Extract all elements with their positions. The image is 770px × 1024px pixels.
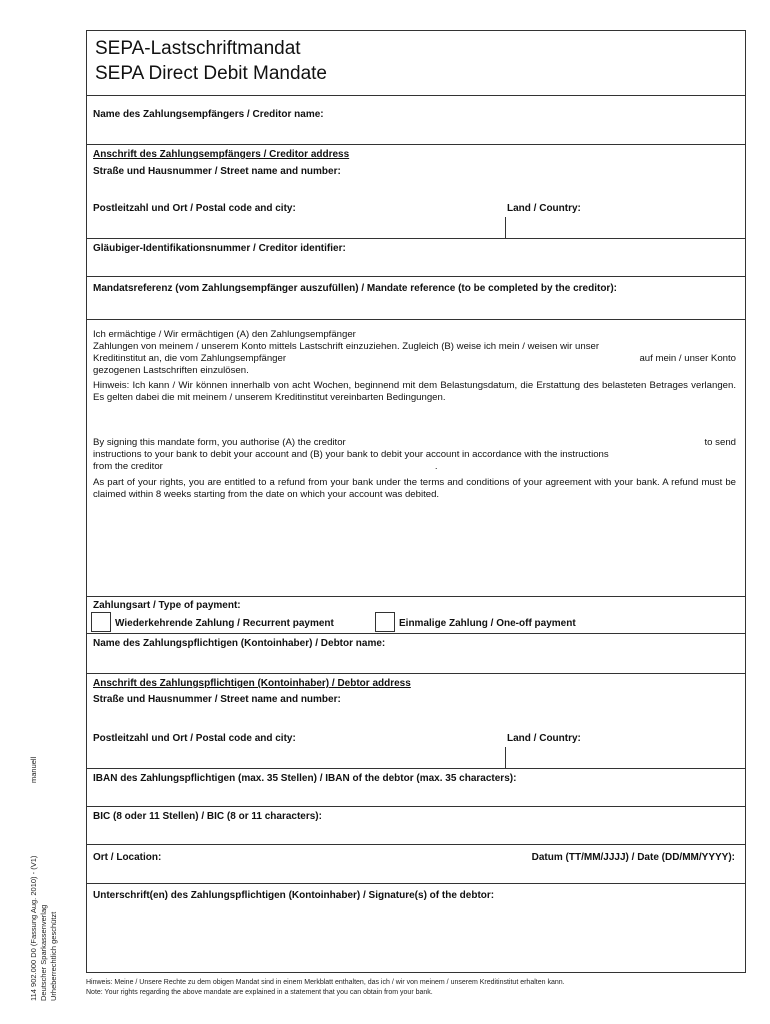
auth-de-note: Hinweis: Ich kann / Wir können innerhalb von acht Wochen, beginnend mit dem Belastungsdatum, die Erstattung des belasteten Betrages verlangen. Es gelten dabei die mit meinem / unserem Kreditinstitut vereinbarten Bedingungen. [93, 380, 736, 403]
title-english: SEPA Direct Debit Mandate [95, 63, 327, 84]
auth-de-line3-start: Kreditinstitut an, die vom Zahlungsempfänger [93, 353, 287, 364]
payment-type-label: Zahlungsart / Type of payment: [93, 600, 241, 611]
creditor-country-label: Land / Country: [507, 203, 581, 214]
copyright-note: Urheberrechtlich geschützt [49, 911, 58, 1001]
creditor-street-label: Straße und Hausnummer / Street name and number: [93, 166, 341, 177]
auth-en-line1 [93, 437, 736, 449]
auth-en-line1-end: to send [704, 437, 736, 448]
auth-en-line2: instructions to your bank to debit your account and (B) your bank to debit your account in accordance with the instructions [93, 449, 609, 460]
auth-en-line1-start: By signing this mandate form, you authorise (A) the creditor [93, 437, 346, 448]
debtor-bic-label: BIC (8 oder 11 Stellen) / BIC (8 or 11 characters): [93, 811, 322, 822]
divider [86, 673, 746, 674]
recurrent-payment-checkbox[interactable] [91, 612, 111, 632]
publisher: Deutscher Sparkassenverlag [39, 904, 48, 1001]
authorization-german [93, 329, 736, 404]
debtor-country-label: Land / Country: [507, 733, 581, 744]
debtor-postal-label: Postleitzahl und Ort / Postal code and city: [93, 733, 296, 744]
creditor-address-heading: Anschrift des Zahlungsempfängers / Creditor address [93, 149, 350, 160]
date-label: Datum (TT/MM/JJJJ) / Date (DD/MM/YYYY): [531, 852, 735, 863]
debtor-street-label: Straße und Hausnummer / Street name and number: [93, 694, 341, 705]
auth-de-line2: Zahlungen von meinem / unserem Konto mittels Lastschrift einzuziehen. Zugleich (B) weise ich mein / weisen wir unser [93, 341, 600, 352]
creditor-postal-label: Postleitzahl und Ort / Postal code and city: [93, 203, 296, 214]
auth-en-line3 [93, 461, 736, 473]
manual-note: manuell [29, 756, 38, 783]
auth-de-line3 [93, 353, 736, 365]
auth-de-line1: Ich ermächtige / Wir ermächtigen (A) den Zahlungsempfänger [93, 329, 356, 340]
divider [86, 319, 746, 320]
signature-label: Unterschrift(en) des Zahlungspflichtigen (Kontoinhaber) / Signature(s) of the debtor: [93, 890, 495, 901]
auth-en-note: As part of your rights, you are entitled to a refund from your bank under the terms and conditions of your agreement with your bank. A refund must be claimed within 8 weeks starting from the date on which your account was debited. [93, 477, 736, 500]
oneoff-payment-checkbox[interactable] [375, 612, 395, 632]
divider [86, 596, 746, 597]
form-frame [86, 96, 746, 973]
divider [86, 276, 746, 277]
auth-en-line3-dot: . [434, 461, 438, 472]
divider [86, 883, 746, 884]
mandate-reference-label: Mandatsreferenz (vom Zahlungsempfänger auszufüllen) / Mandate reference (to be completed by the creditor): [93, 283, 617, 294]
country-separator [505, 747, 506, 768]
auth-de-line3-end: auf mein / unser Konto [639, 353, 736, 364]
divider [86, 844, 746, 845]
debtor-name-label: Name des Zahlungspflichtigen (Kontoinhaber) / Debtor name: [93, 638, 386, 649]
divider [86, 633, 746, 634]
divider [86, 806, 746, 807]
creditor-name-label: Name des Zahlungsempfängers / Creditor name: [93, 109, 324, 120]
recurrent-payment-label: Wiederkehrende Zahlung / Recurrent payment [115, 618, 334, 629]
title-german: SEPA-Lastschriftmandat [95, 38, 301, 59]
debtor-iban-label: IBAN des Zahlungspflichtigen (max. 35 Stellen) / IBAN of the debtor (max. 35 characters): [93, 773, 517, 784]
footer-note-german: Hinweis: Meine / Unsere Rechte zu dem obigen Mandat sind in einem Merkblatt enthalten, das ich / wir von meinem / unserem Kreditinstitut erhalten kann. [86, 979, 565, 986]
authorization-english [93, 437, 736, 501]
location-label: Ort / Location: [93, 852, 162, 863]
debtor-address-heading: Anschrift des Zahlungspflichtigen (Kontoinhaber) / Debtor address [93, 678, 411, 689]
divider [86, 144, 746, 145]
country-separator [505, 217, 506, 238]
creditor-identifier-label: Gläubiger-Identifikationsnummer / Creditor identifier: [93, 243, 346, 254]
divider [86, 238, 746, 239]
oneoff-payment-label: Einmalige Zahlung / One-off payment [399, 618, 576, 629]
form-id: 114 902.000 D0 (Fassung Aug. 2010) - (V1) [29, 855, 38, 1001]
divider [86, 768, 746, 769]
footer-note-english: Note: Your rights regarding the above mandate are explained in a statement that you can obtain from your bank. [86, 989, 433, 996]
auth-en-line3-start: from the creditor [93, 461, 163, 472]
auth-de-line4: gezogenen Lastschriften einzulösen. [93, 365, 249, 376]
